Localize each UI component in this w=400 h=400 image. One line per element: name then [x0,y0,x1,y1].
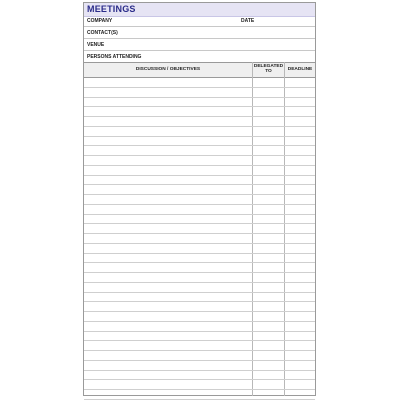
ruled-line [84,301,315,302]
company-label: COMPANY [87,18,113,24]
ruled-line [84,87,315,88]
delegated-header [253,64,284,74]
form-title: MEETINGS [87,4,136,14]
ruled-line [84,106,315,107]
ruled-line [84,155,315,156]
title-bar [84,3,315,17]
ruled-line [84,282,315,283]
ruled-line [84,350,315,351]
ruled-line [84,175,315,176]
deadline-header: DEADLINE [287,67,313,72]
ruled-line [84,272,315,273]
ruled-line [84,126,315,127]
company-line[interactable] [84,26,315,27]
ruled-line [84,389,315,390]
ruled-line [84,360,315,361]
column-divider [252,62,253,396]
ruled-line [84,253,315,254]
ruled-line [84,243,315,244]
ruled-line [84,311,315,312]
discussion-header: DISCUSSION / OBJECTIVES [135,67,201,72]
delegated-header-line2: TO [265,69,272,74]
ruled-line [84,204,315,205]
ruled-line [84,262,315,263]
venue-label: VENUE [87,42,105,48]
ruled-line [84,116,315,117]
column-divider [284,62,285,396]
ruled-line [84,370,315,371]
ruled-line [84,97,315,98]
ruled-line [84,194,315,195]
ruled-line [84,184,315,185]
table-header [84,62,315,78]
ruled-line [84,223,315,224]
ruled-line [84,340,315,341]
contacts-line[interactable] [84,38,315,39]
ruled-line [84,292,315,293]
date-label: DATE [241,18,255,24]
ruled-line [84,214,315,215]
ruled-line [84,136,315,137]
meeting-form [83,2,316,396]
persons-attending-label: PERSONS ATTENDING [87,54,142,60]
ruled-line [84,331,315,332]
delegated-header-line1: DELEGATED [253,64,284,69]
ruled-line [84,321,315,322]
ruled-line [84,145,315,146]
venue-line[interactable] [84,50,315,51]
ruled-line [84,379,315,380]
ruled-line [84,233,315,234]
ruled-line [84,165,315,166]
contacts-label: CONTACT(S) [87,30,118,36]
